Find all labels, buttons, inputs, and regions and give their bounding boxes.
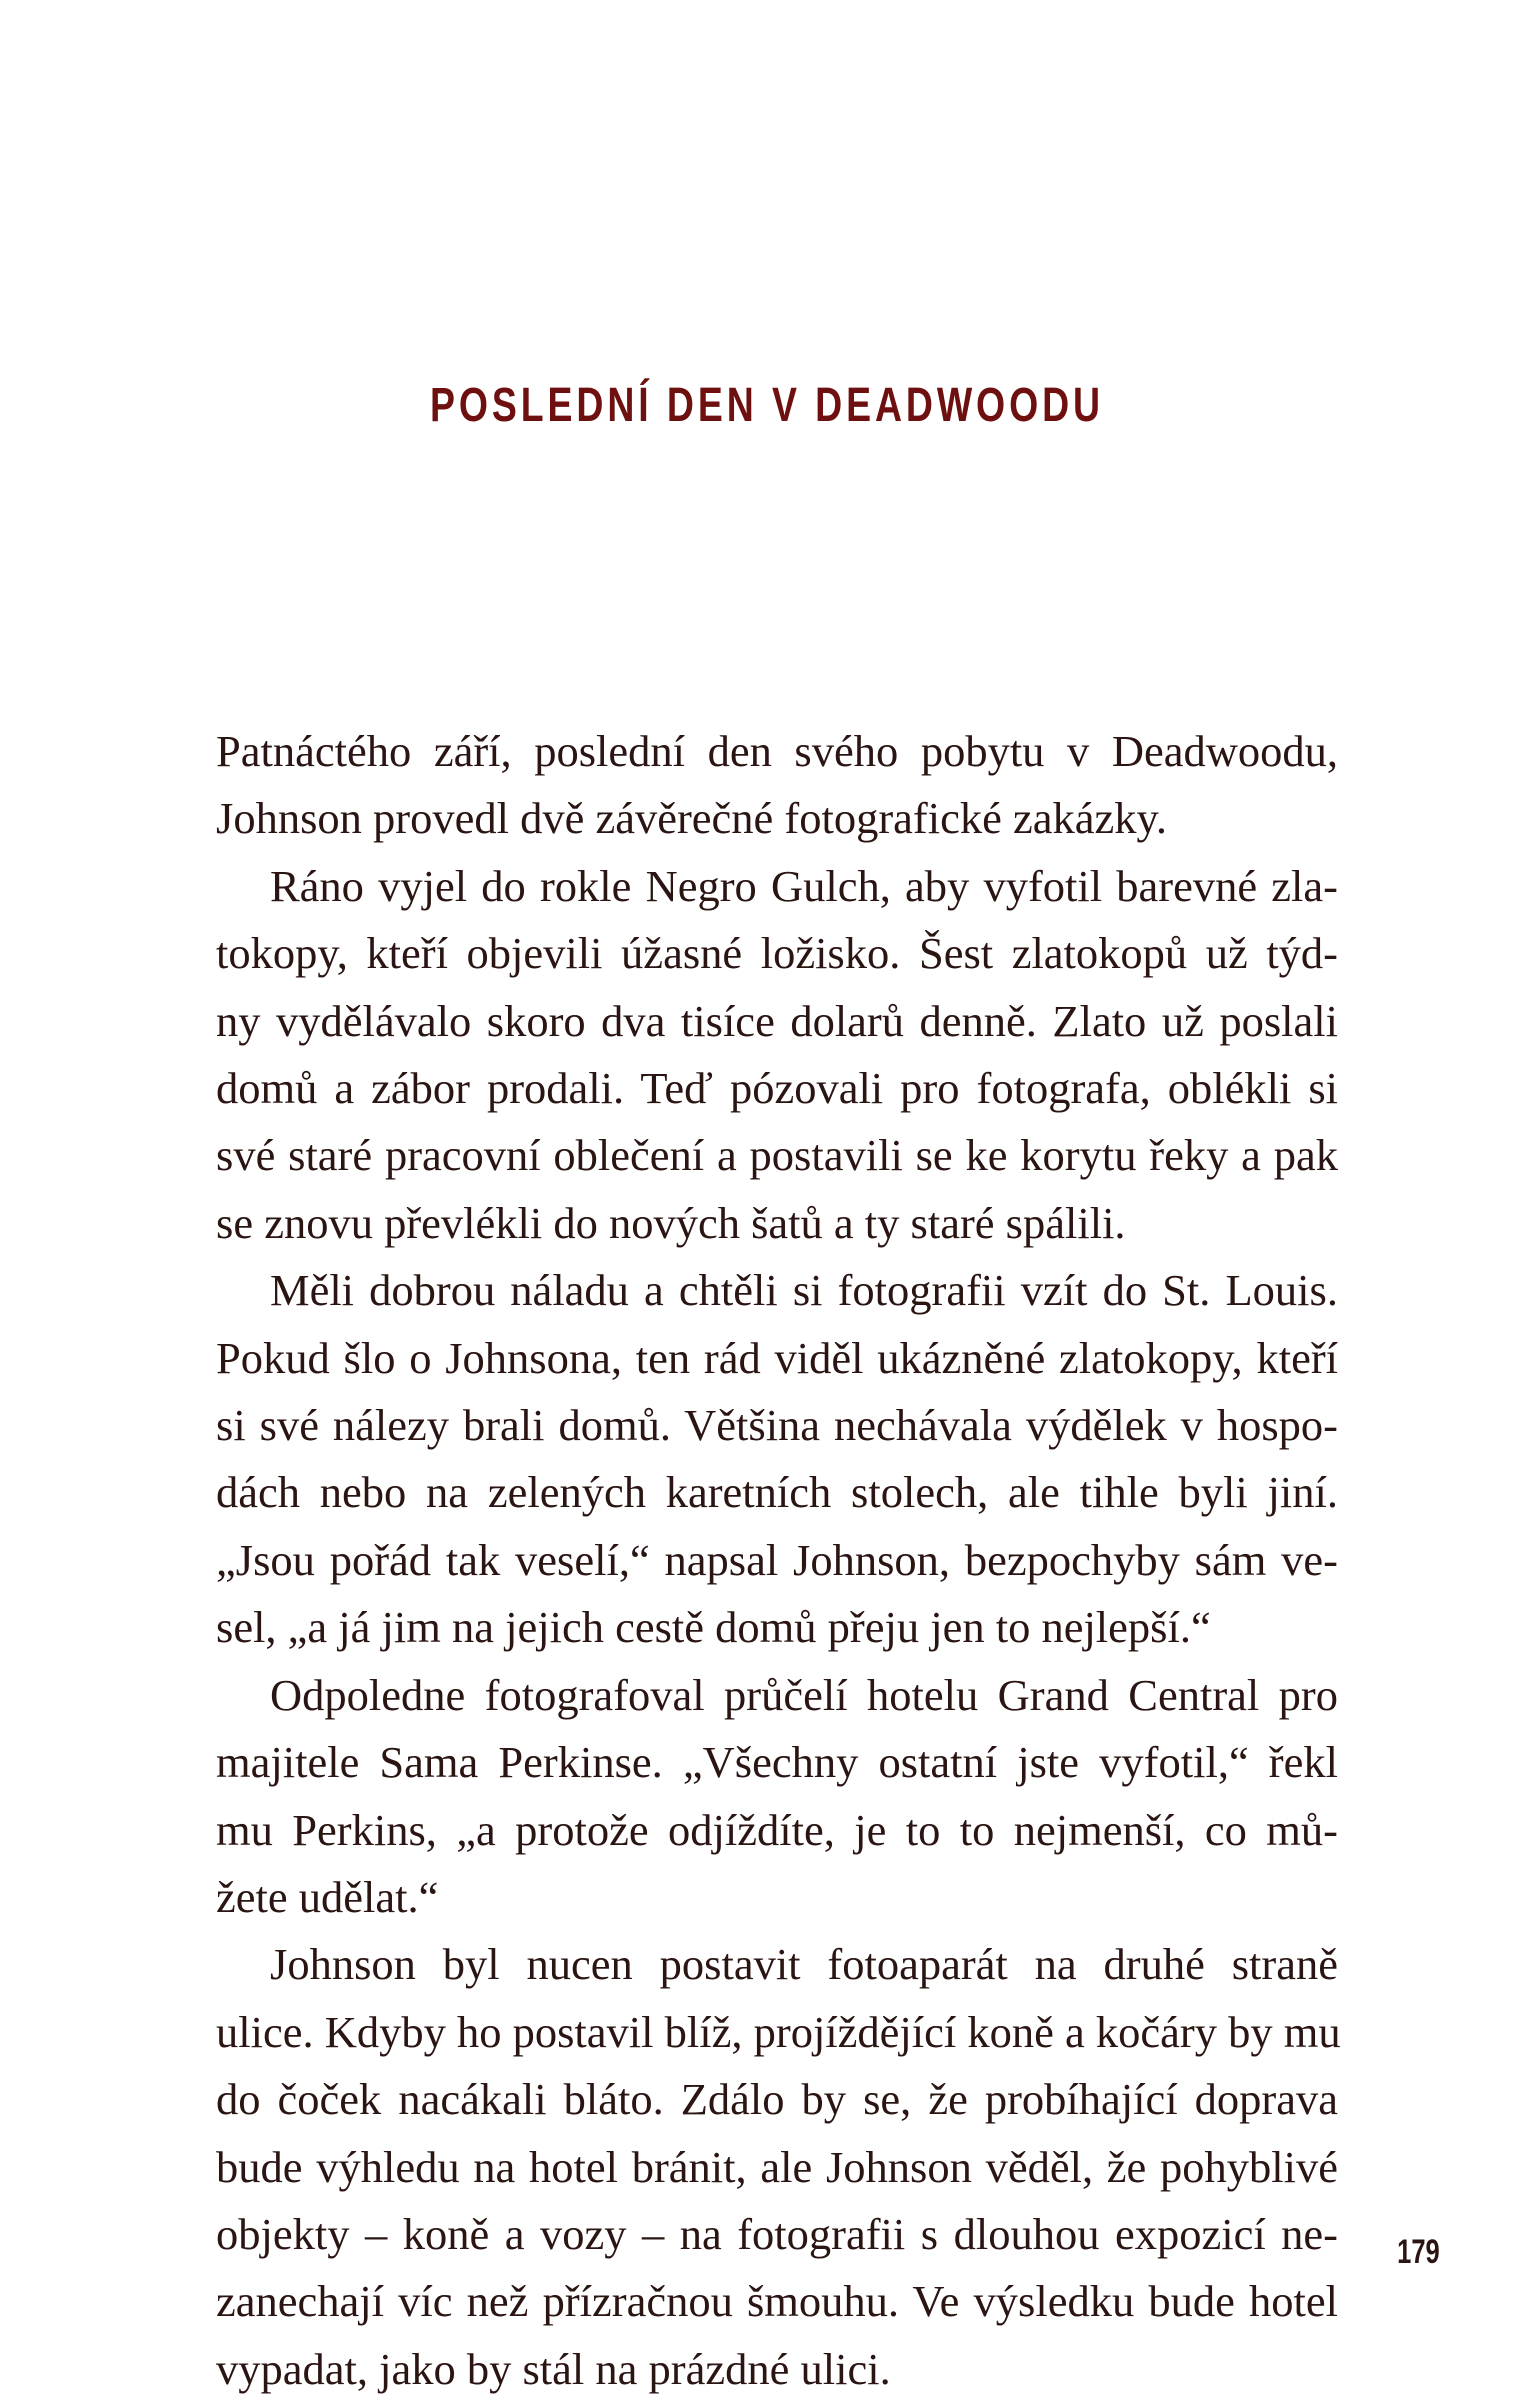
text-line: objekty – koně a vozy – na fotografii s dlouhou expozicí ne-: [216, 2208, 1338, 2259]
text-line: Pokud šlo o Johnsona, ten rád viděl ukázněné zlatokopy, kteří: [216, 1332, 1338, 1383]
text-line: tokopy, kteří objevili úžasné ložisko. Šest zlatokopů už týd-: [216, 928, 1338, 979]
text-line: bude výhledu na hotel bránit, ale Johnson věděl, že pohyblivé: [216, 2141, 1338, 2192]
text-line: Odpoledne fotografoval průčelí hotelu Grand Central pro: [270, 1669, 1338, 1720]
chapter-title: POSLEDNÍ DEN V DEADWOODU: [430, 379, 1104, 432]
text-line: zanechají víc než přízračnou šmouhu. Ve výsledku bude hotel: [216, 2276, 1338, 2327]
text-line: dách nebo na zelených karetních stolech, ale tihle byli jiní.: [216, 1467, 1338, 1518]
text-line: vypadat, jako by stál na prázdné ulici.: [216, 2343, 891, 2394]
text-line: se znovu převlékli do nových šatů a ty staré spálili.: [216, 1197, 1126, 1248]
text-line: ulice. Kdyby ho postavil blíž, projíždějící koně a kočáry by mu: [216, 2006, 1341, 2057]
body-text: [216, 718, 1341, 2403]
text-line: mu Perkins, „a protože odjíždíte, je to to nejmenší, co mů-: [216, 1804, 1338, 1855]
text-line: Johnson byl nucen postavit fotoaparát na druhé straně: [270, 1939, 1338, 1990]
text-line: si své nálezy brali domů. Většina nechávala výdělek v hospo-: [216, 1400, 1338, 1451]
text-line: majitele Sama Perkinse. „Všechny ostatní jste vyfotil,“ řekl: [216, 1737, 1338, 1788]
text-line: ny vydělávalo skoro dva tisíce dolarů denně. Zlato už poslali: [216, 995, 1338, 1046]
page-number: 179: [1397, 2233, 1440, 2271]
text-line: sel, „a já jim na jejich cestě domů přeju jen to nejlepší.“: [216, 1602, 1211, 1653]
text-line: své staré pracovní oblečení a postavili se ke korytu řeky a pak: [216, 1130, 1338, 1181]
text-line: Johnson provedl dvě závěrečné fotografické zakázky.: [216, 793, 1167, 844]
text-line: Patnáctého září, poslední den svého pobytu v Deadwoodu,: [216, 726, 1338, 776]
text-line: žete udělat.“: [216, 1871, 439, 1922]
text-line: Ráno vyjel do rokle Negro Gulch, aby vyfotil barevné zla-: [270, 860, 1338, 911]
text-line: domů a zábor prodali. Teď pózovali pro fotografa, oblékli si: [216, 1063, 1338, 1114]
text-line: Měli dobrou náladu a chtěli si fotografii vzít do St. Louis.: [270, 1265, 1338, 1316]
text-line: do čoček nacákali bláto. Zdálo by se, že probíhající doprava: [216, 2074, 1338, 2125]
text-line: „Jsou pořád tak veselí,“ napsal Johnson, bezpochyby sám ve-: [216, 1534, 1338, 1585]
